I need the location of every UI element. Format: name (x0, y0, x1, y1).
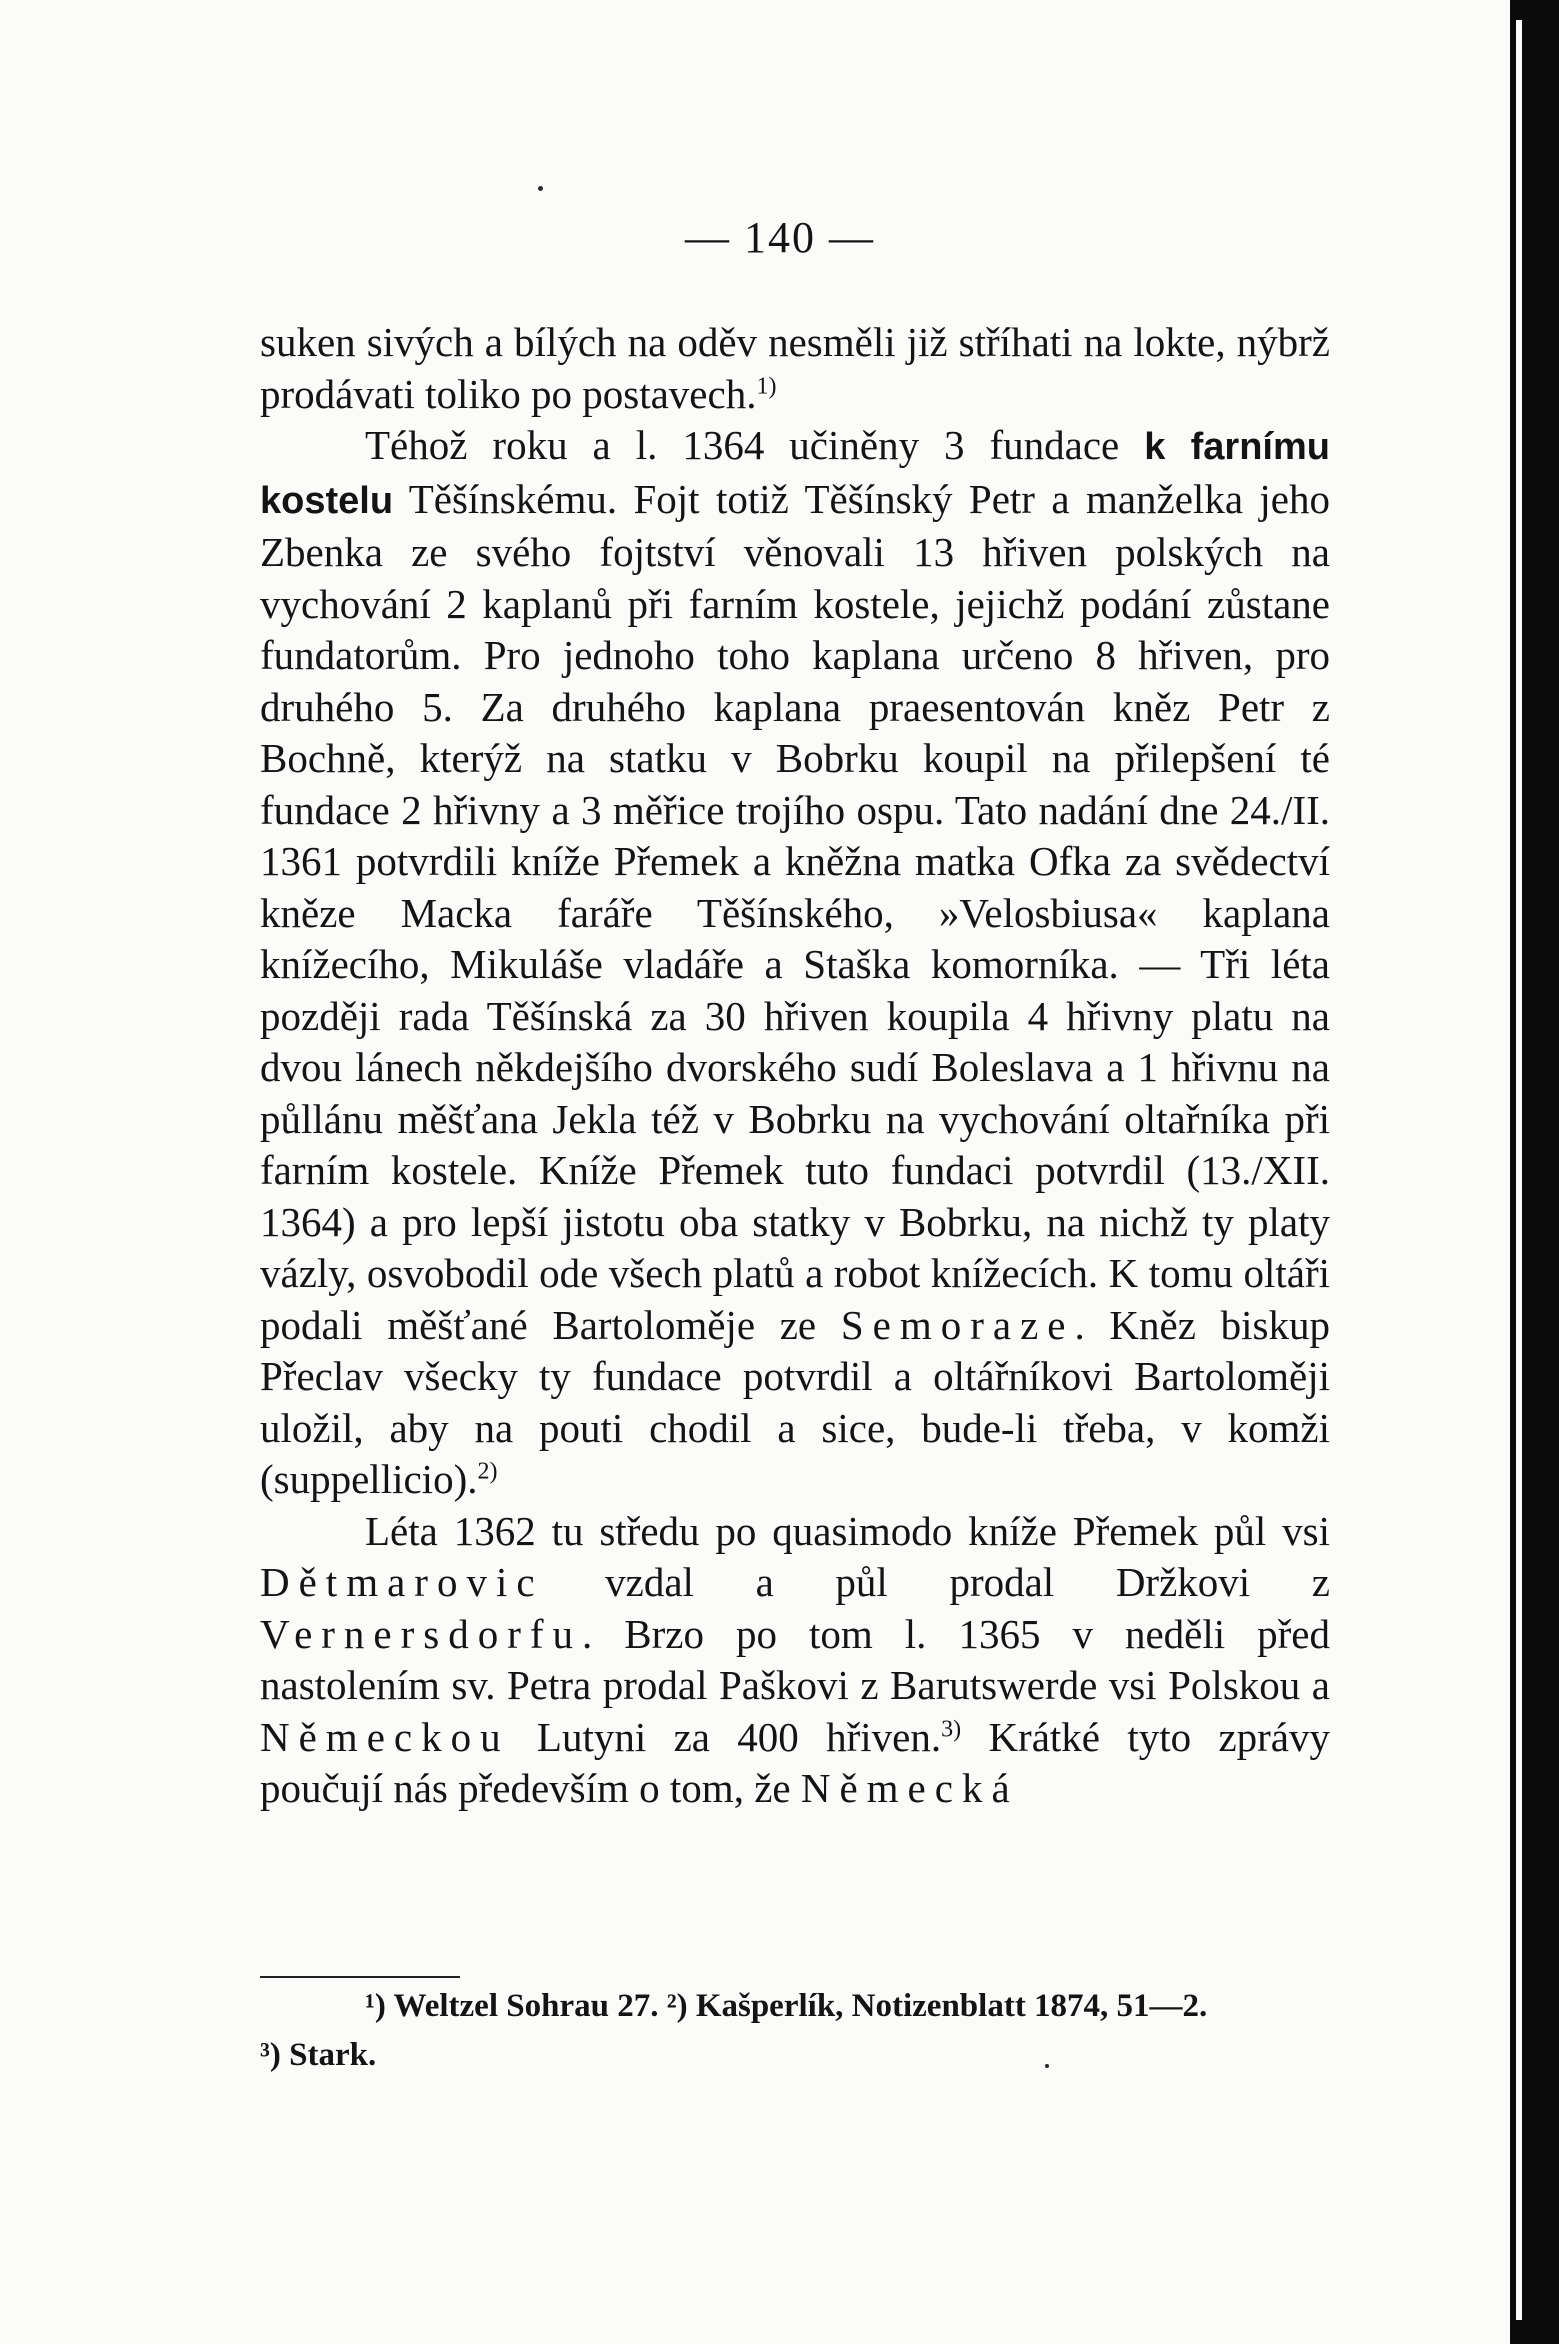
scan-speck (538, 186, 543, 191)
text-run: suken sivých a bílých na oděv nesměli již stříhati na lokte, nýbrž prodávati toliko po postavech. (260, 319, 1330, 417)
footnote-marker: 1) (756, 372, 777, 399)
spaced-name: Semoraze (840, 1301, 1075, 1348)
scan-edge-rule (1516, 20, 1522, 2320)
page-number-header: — 140 — (685, 213, 875, 262)
text-run: . Brzo po tom l. 1365 v neděli před nastolením sv. Petra prodal Paškovi z Barutswerde vsi Polskou a (260, 1610, 1330, 1708)
footnote-marker: 3) (941, 1715, 962, 1742)
spaced-name: Německou (260, 1713, 510, 1760)
text-run: Těšínskému. Fojt totiž Těšínský Petr a manželka jeho Zbenka ze svého fojtství věnovali 13 hřiven polských na vychování 2 kaplanů při farním kostele, jejichž podání zůstane fundatorům. Pro jednoho toho kaplana určeno 8 hřiven, pro druhého 5. Za druhého kaplana praesentován kněz Petr z Bochně, kterýž na statku v Bobrku koupil na přilepšení té fundace 2 hřivny a 3 měřice trojího ospu. Tato nadání dne 24./II. 1361 potvrdili kníže Přemek a kněžna matka Ofka za svědectví kněze Macka faráře Těšínského, »Velosbiusa« kaplana knížecího, Mikuláše vladáře a Staška komorníka. — Tři léta později rada Těšínská za 30 hřiven koupila 4 hřivny platu na dvou lánech někdejšího dvorského sudí Boleslava a 1 hřivnu na půllánu měšťana Jekla též v Bobrku na vychování oltařníka při farním kostele. Kníže Přemek tuto fundaci potvrdil (13./XII. 1364) a pro lepší jistotu oba statky v Bobrku, na nichž ty platy vázly, osvobodil ode všech platů a robot knížecích. K tomu oltáři podali měšťané Bartoloměje ze (260, 475, 1330, 1348)
text-run: Téhož roku a l. 1364 učiněny 3 fundace (365, 422, 1145, 468)
footnote-rule (260, 1976, 460, 1978)
footnotes (260, 1982, 1330, 2080)
footnote-line-2: ³) Stark. (260, 2037, 377, 2073)
spaced-name: Německá (800, 1765, 1019, 1811)
text-run: . Kněz biskup Přeclav všecky ty fundace potvrdil a oltářníkovi Bartoloměji uložil, aby na pouti chodil a sice, bude-li třeba, v komži (suppellicio). (260, 1301, 1330, 1502)
bold-phrase: k farnímu kostelu (260, 426, 1330, 522)
paragraph-1 (260, 317, 1330, 420)
body-text (260, 317, 1330, 1815)
spaced-name: Vernersdorfu (260, 1610, 583, 1657)
spaced-name: Dětmarovic (260, 1559, 544, 1605)
footnote-line-1: ¹) Weltzel Sohrau 27. ²) Kašperlík, Notizenblatt 1874, 51—2. (365, 1988, 1208, 2024)
footnote-marker: 2) (477, 1458, 498, 1485)
text-run: Lutyni za 400 hřiven. (509, 1713, 942, 1760)
text-run: vzdal a půl prodal Držkovi z (543, 1559, 1330, 1605)
text-run: Krátké tyto zprávy poučují nás především o tom, že (260, 1713, 1330, 1811)
paragraph-2 (260, 420, 1330, 1506)
paragraph-3 (260, 1506, 1330, 1815)
text-run: Léta 1362 tu středu po quasimodo kníže Přemek půl vsi (365, 1507, 1330, 1554)
